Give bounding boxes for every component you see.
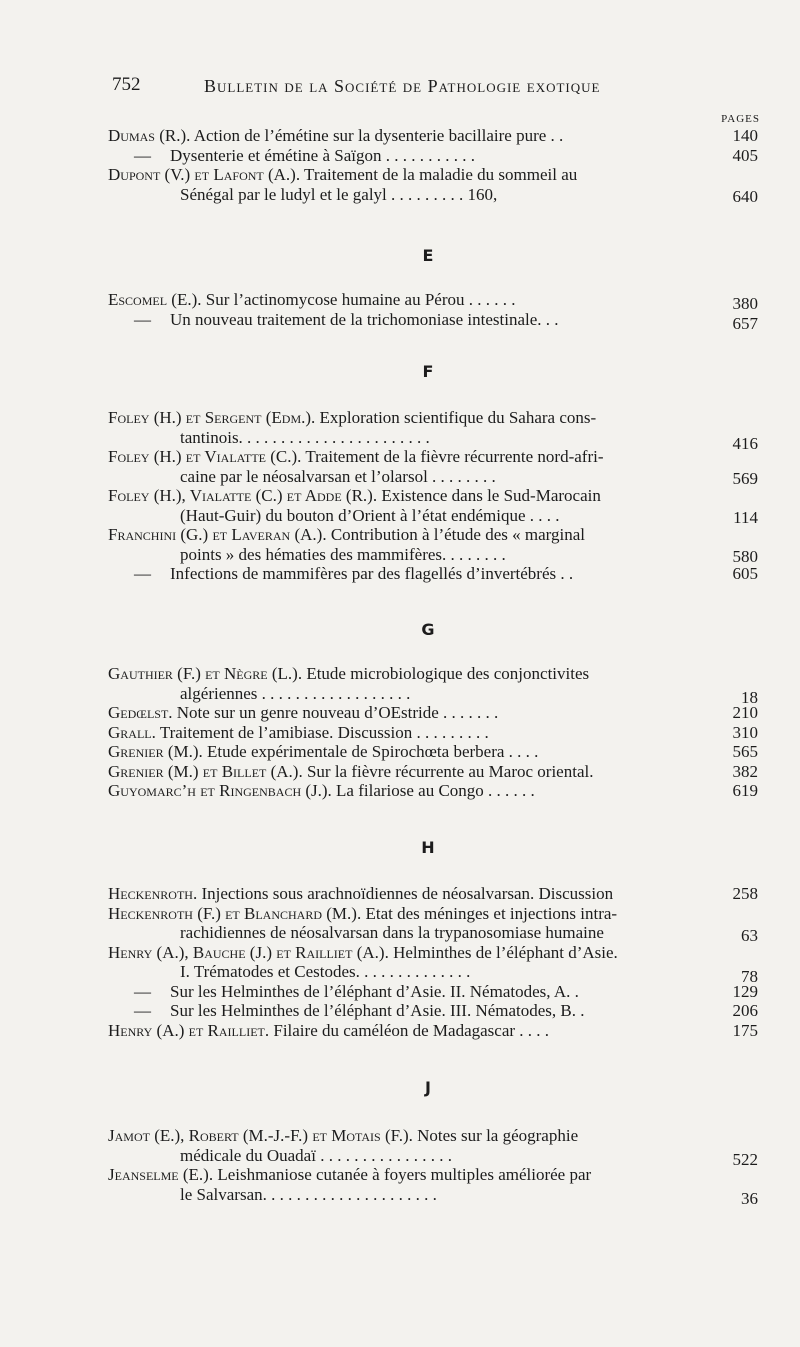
entry-line <box>108 1146 758 1166</box>
page-reference: 36 <box>741 1189 758 1208</box>
entry-author: Heckenroth (F.) et Blanchard (M.). <box>108 903 362 923</box>
section-letter-e: E <box>422 246 434 265</box>
section-letter-j: J <box>425 1078 431 1097</box>
entry-text: Injections sous arachnoïdiennes de néosalvarsan. Discussion <box>201 884 614 903</box>
running-title: Bulletin de la Société de Pathologie exotique <box>204 76 601 96</box>
index-entry <box>108 309 758 333</box>
entry-line <box>108 486 758 506</box>
entry-text: points » des hématies des mammifères. . . . . . . . <box>180 544 506 564</box>
entry-line <box>108 126 758 146</box>
entry-author: Foley (H.) et Sergent (Edm.). <box>108 408 316 427</box>
entry-line <box>108 545 758 565</box>
entry-line <box>108 684 758 704</box>
entry-line <box>108 762 758 782</box>
ditto-dash: — <box>134 309 151 329</box>
entry-text: Helminthes de l’éléphant d’Asie. <box>393 942 618 962</box>
entry-line <box>108 781 758 801</box>
page-reference: 565 <box>732 742 758 761</box>
entry-text: Sur la fièvre récurrente au Maroc oriental. <box>306 761 594 781</box>
entry-text: (Haut-Guir) du bouton d’Orient à l’état endémique . . . . <box>180 505 560 525</box>
entry-line <box>108 703 758 723</box>
entry-text: Action de l’émétine sur la dysenterie bacillaire pure . . <box>193 126 564 145</box>
entry-text: tantinois. . . . . . . . . . . . . . . . . . . . . . . <box>180 427 430 447</box>
entry-text: Etat des méninges et injections intra- <box>365 903 618 923</box>
entry-author: Grall. <box>108 722 156 742</box>
section-letter-g: G <box>421 620 435 639</box>
index-entry <box>108 1126 758 1169</box>
entry-text: Etude microbiologique des conjonctivites <box>306 664 590 683</box>
section-letter-h: H <box>421 838 435 857</box>
entry-line <box>108 1021 758 1041</box>
entry-text: Etude expérimentale de Spirochœta berbera . . . . <box>207 742 539 761</box>
entry-text: Filaire du caméléon de Madagascar . . . . <box>273 1020 550 1040</box>
entry-text: Traitement de la maladie du sommeil au <box>304 165 578 184</box>
entry-line <box>108 290 758 310</box>
entry-text: Sur l’actinomycose humaine au Pérou . . . . . . <box>205 290 516 309</box>
page-reference: 78 <box>741 966 758 986</box>
page-reference: 210 <box>732 703 758 722</box>
entry-line <box>108 1165 758 1185</box>
index-entry <box>108 742 758 762</box>
index-entry <box>108 408 758 453</box>
index-entry <box>108 982 758 1002</box>
index-entry <box>108 447 758 486</box>
index-entry <box>108 165 758 204</box>
page-reference: 605 <box>732 564 758 583</box>
section-letter-f: F <box>422 362 434 381</box>
entry-line <box>108 146 758 166</box>
entry-line <box>108 185 758 205</box>
entry-text: Traitement de la fièvre récurrente nord-afri- <box>305 447 604 466</box>
entry-line <box>108 1001 758 1021</box>
entry-line <box>108 165 758 185</box>
entry-text: caine par le néosalvarsan et l’olarsol . . . . . . . . <box>180 466 496 486</box>
entry-line <box>108 982 758 1002</box>
ditto-dash: — <box>134 564 151 583</box>
entry-author: Henry (A.) et Railliet. <box>108 1020 270 1040</box>
entry-line <box>108 408 758 428</box>
entry-line <box>108 310 758 330</box>
page-number: 752 <box>112 74 141 95</box>
index-entry <box>108 762 758 782</box>
entry-line <box>108 723 758 743</box>
entry-line <box>108 564 758 584</box>
index-entry <box>108 525 758 564</box>
entry-text: Sur les Helminthes de l’éléphant d’Asie. II. Nématodes, A. . <box>170 981 579 1001</box>
entry-text: Leishmaniose cutanée à foyers multiples améliorée par <box>217 1165 592 1184</box>
ditto-dash: — <box>134 981 151 1001</box>
entry-author: Heckenroth. <box>108 884 198 903</box>
entry-author: Dumas (R.). <box>108 126 191 145</box>
entry-line <box>108 923 758 943</box>
ditto-dash: — <box>134 1001 151 1020</box>
page-reference: 129 <box>732 981 758 1001</box>
pages-column-label: PAGES <box>721 113 760 125</box>
entry-text: Note sur un genre nouveau d’OEstride . . . . . . . <box>176 703 499 722</box>
entry-author: Gedœlst. <box>108 703 173 722</box>
entry-author: Foley (H.), Vialatte (C.) et Adde (R.). <box>108 486 378 505</box>
page-reference: 569 <box>732 469 758 488</box>
entry-author: Gauthier (F.) et Nègre (L.). <box>108 664 303 683</box>
index-entry <box>108 904 758 943</box>
page-reference: 175 <box>732 1020 758 1040</box>
index-entry <box>108 1165 758 1208</box>
page-reference: 114 <box>733 508 758 527</box>
entry-line <box>108 742 758 762</box>
page-reference: 657 <box>732 313 758 333</box>
page-reference: 380 <box>732 294 758 313</box>
index-entry <box>108 146 758 166</box>
page-header <box>112 74 670 104</box>
index-entry <box>108 703 758 723</box>
entry-text: Exploration scientifique du Sahara cons- <box>319 408 597 427</box>
entry-author: Grenier (M.). <box>108 742 203 761</box>
section-e <box>108 290 758 333</box>
entry-text: Existence dans le Sud-Marocain <box>381 486 601 505</box>
page-reference: 405 <box>732 145 758 165</box>
entry-line <box>108 943 758 963</box>
entry-text: Notes sur la géographie <box>417 1126 579 1145</box>
ditto-dash: — <box>134 145 151 165</box>
entry-author: Franchini (G.) et Laveran (A.). <box>108 525 327 544</box>
index-entry <box>108 126 758 146</box>
index-entry <box>108 723 758 743</box>
index-entry <box>108 486 758 525</box>
entry-text: Infections de mammifères par des flagellés d’invertébrés . . <box>170 564 574 583</box>
section-g <box>108 664 758 801</box>
page-reference: 580 <box>732 547 758 566</box>
entry-text: Contribution à l’étude des « marginal <box>330 525 585 544</box>
section-h <box>108 884 758 1040</box>
page-reference: 18 <box>741 688 758 707</box>
entry-text: Sénégal par le ludyl et le galyl . . . . . . . . . 160, <box>180 184 498 204</box>
entry-line <box>108 664 758 684</box>
page-reference: 206 <box>732 1001 758 1020</box>
page-reference: 310 <box>732 722 758 742</box>
page-reference: 619 <box>732 781 758 800</box>
entry-line <box>108 962 758 982</box>
entry-line <box>108 506 758 526</box>
page-reference: 640 <box>732 187 758 206</box>
entry-author: Henry (A.), Bauche (J.) et Railliet (A.). <box>108 942 389 962</box>
page-reference: 416 <box>732 434 758 453</box>
entry-text: médicale du Ouadaï . . . . . . . . . . . . . . . . <box>180 1145 452 1165</box>
entry-text: Dysenterie et émétine à Saïgon . . . . . . . . . . . <box>170 145 475 165</box>
index-entry <box>108 1001 758 1021</box>
entry-text: le Salvarsan. . . . . . . . . . . . . . . . . . . . . <box>180 1184 437 1204</box>
entry-author: Grenier (M.) et Billet (A.). <box>108 761 303 781</box>
page-reference: 382 <box>732 761 758 781</box>
page-reference: 522 <box>732 1150 758 1169</box>
entry-text: Traitement de l’amibiase. Discussion . . . . . . . . . <box>159 722 489 742</box>
entry-author: Jeanselme (E.). <box>108 1165 214 1184</box>
entry-text: La filariose au Congo . . . . . . <box>336 781 535 800</box>
entry-text: algériennes . . . . . . . . . . . . . . . . . . <box>180 683 411 703</box>
index-entry <box>108 290 758 313</box>
section-d <box>108 126 758 204</box>
index-entry <box>108 942 758 986</box>
entry-author: Escomel (E.). <box>108 290 202 309</box>
entry-line <box>108 428 758 448</box>
section-j <box>108 1126 758 1208</box>
entry-line <box>108 884 758 904</box>
entry-author: Foley (H.) et Vialatte (C.). <box>108 447 302 466</box>
entry-author: Guyomarc’h et Ringenbach (J.). <box>108 781 332 800</box>
page-reference: 258 <box>732 884 758 903</box>
entry-author: Jamot (E.), Robert (M.-J.-F.) et Motais (F.). <box>108 1126 413 1145</box>
entry-line <box>108 1185 758 1205</box>
index-entry <box>108 1021 758 1041</box>
page-reference: 63 <box>741 925 758 945</box>
entry-line <box>108 447 758 467</box>
entry-text: rachidiennes de néosalvarsan dans la trypanosomiase humaine <box>180 923 604 942</box>
entry-line <box>108 904 758 924</box>
index-entry <box>108 664 758 707</box>
entry-text: I. Trématodes et Cestodes. . . . . . . . . . . . . . <box>180 962 471 981</box>
entry-line <box>108 525 758 545</box>
entry-line <box>108 1126 758 1146</box>
index-entry <box>108 564 758 584</box>
index-entry <box>108 781 758 801</box>
entry-text: Un nouveau traitement de la trichomoniase intestinale. . . <box>170 309 559 329</box>
section-f <box>108 408 758 584</box>
entry-line <box>108 467 758 487</box>
index-entry <box>108 884 758 904</box>
page-reference: 140 <box>732 126 758 145</box>
entry-text: Sur les Helminthes de l’éléphant d’Asie. III. Nématodes, B. . <box>170 1001 585 1020</box>
entry-author: Dupont (V.) et Lafont (A.). <box>108 165 301 184</box>
